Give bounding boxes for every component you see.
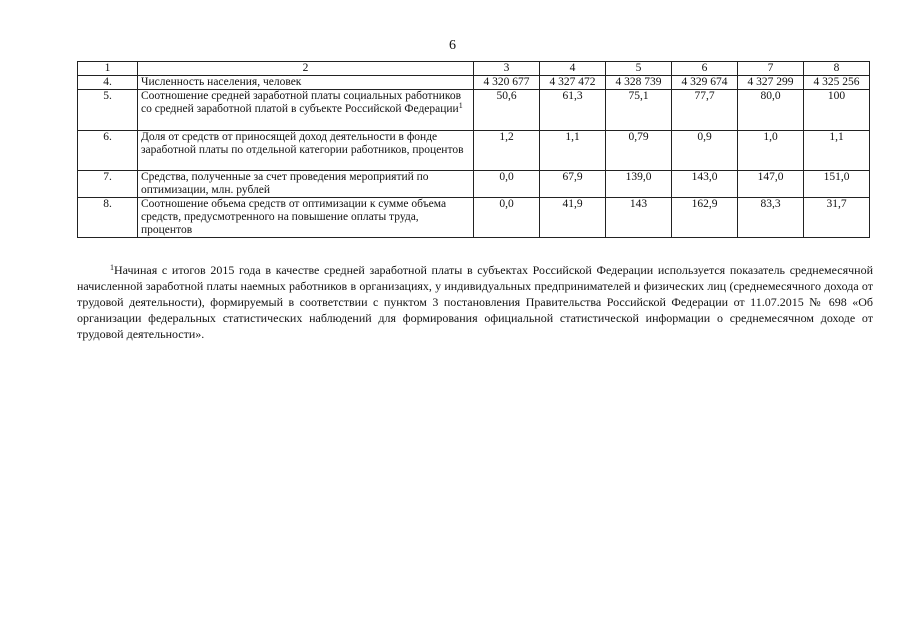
column-number: 2 [138,62,474,76]
value-cell: 1,2 [474,131,540,171]
column-number: 7 [738,62,804,76]
table-row [78,198,870,238]
value-cell: 139,0 [606,171,672,198]
value-cell: 75,1 [606,90,672,131]
table-row [78,90,870,131]
indicator-name: Соотношение средней заработной платы социальных работников со средней заработной платой в субъекте Российской Федерации [141,90,462,115]
value-cell: 77,7 [672,90,738,131]
value-cell: 143 [606,198,672,238]
column-number: 8 [804,62,870,76]
column-number: 1 [78,62,138,76]
value-cell: 50,6 [474,90,540,131]
value-cell: 143,0 [672,171,738,198]
page-number: 6 [449,38,456,53]
value-cell: 151,0 [804,171,870,198]
value-cell: 4 329 674 [672,76,738,90]
row-number: 8. [78,198,138,238]
value-cell: 162,9 [672,198,738,238]
row-number: 4. [78,76,138,90]
indicator-name: Численность населения, человек [138,76,474,90]
value-cell: 61,3 [540,90,606,131]
row-number: 5. [78,90,138,131]
value-cell: 4 320 677 [474,76,540,90]
value-cell: 1,1 [804,131,870,171]
value-cell: 4 325 256 [804,76,870,90]
value-cell: 0,0 [474,171,540,198]
column-number: 4 [540,62,606,76]
table-row [78,131,870,171]
value-cell: 80,0 [738,90,804,131]
indicator-name: Средства, полученные за счет проведения мероприятий по оптимизации, млн. рублей [138,171,474,198]
table-row [78,76,870,90]
indicator-name: Доля от средств от приносящей доход деятельности в фонде заработной платы по отдельной категории работников, процентов [138,131,474,171]
indicators-table [77,61,870,238]
footnote-reference: 1 [458,101,463,110]
row-number: 7. [78,171,138,198]
value-cell: 31,7 [804,198,870,238]
footnote-mark: 1 [110,263,114,272]
value-cell: 147,0 [738,171,804,198]
indicator-cell [138,90,474,131]
row-number: 6. [78,131,138,171]
value-cell: 100 [804,90,870,131]
column-number: 5 [606,62,672,76]
indicator-name: Соотношение объема средств от оптимизации к сумме объема средств, предусмотренного на повышение оплаты труда, процентов [138,198,474,238]
footnote [77,262,873,342]
table-row [78,171,870,198]
column-number: 6 [672,62,738,76]
value-cell: 67,9 [540,171,606,198]
value-cell: 83,3 [738,198,804,238]
value-cell: 1,0 [738,131,804,171]
value-cell: 0,9 [672,131,738,171]
column-number-row [78,62,870,76]
value-cell: 1,1 [540,131,606,171]
value-cell: 41,9 [540,198,606,238]
footnote-text: Начиная с итогов 2015 года в качестве средней заработной платы в субъектах Российской Федерации используется показатель среднемесячной начисленной заработной платы наемных работников в организациях, у индивидуальных предпринимателей и физических лиц (среднемесячного дохода от трудовой деятельности), формируемый в соответствии с пунктом 3 постановления Правительства Российской Федерации от 11.07.2015 № 698 «Об организации федеральных статистических наблюдений для формирования официальной статистической информации о среднемесячном доходе от трудовой деятельности». [77,263,873,341]
value-cell: 0,79 [606,131,672,171]
value-cell: 4 327 472 [540,76,606,90]
column-number: 3 [474,62,540,76]
value-cell: 4 328 739 [606,76,672,90]
value-cell: 4 327 299 [738,76,804,90]
value-cell: 0,0 [474,198,540,238]
